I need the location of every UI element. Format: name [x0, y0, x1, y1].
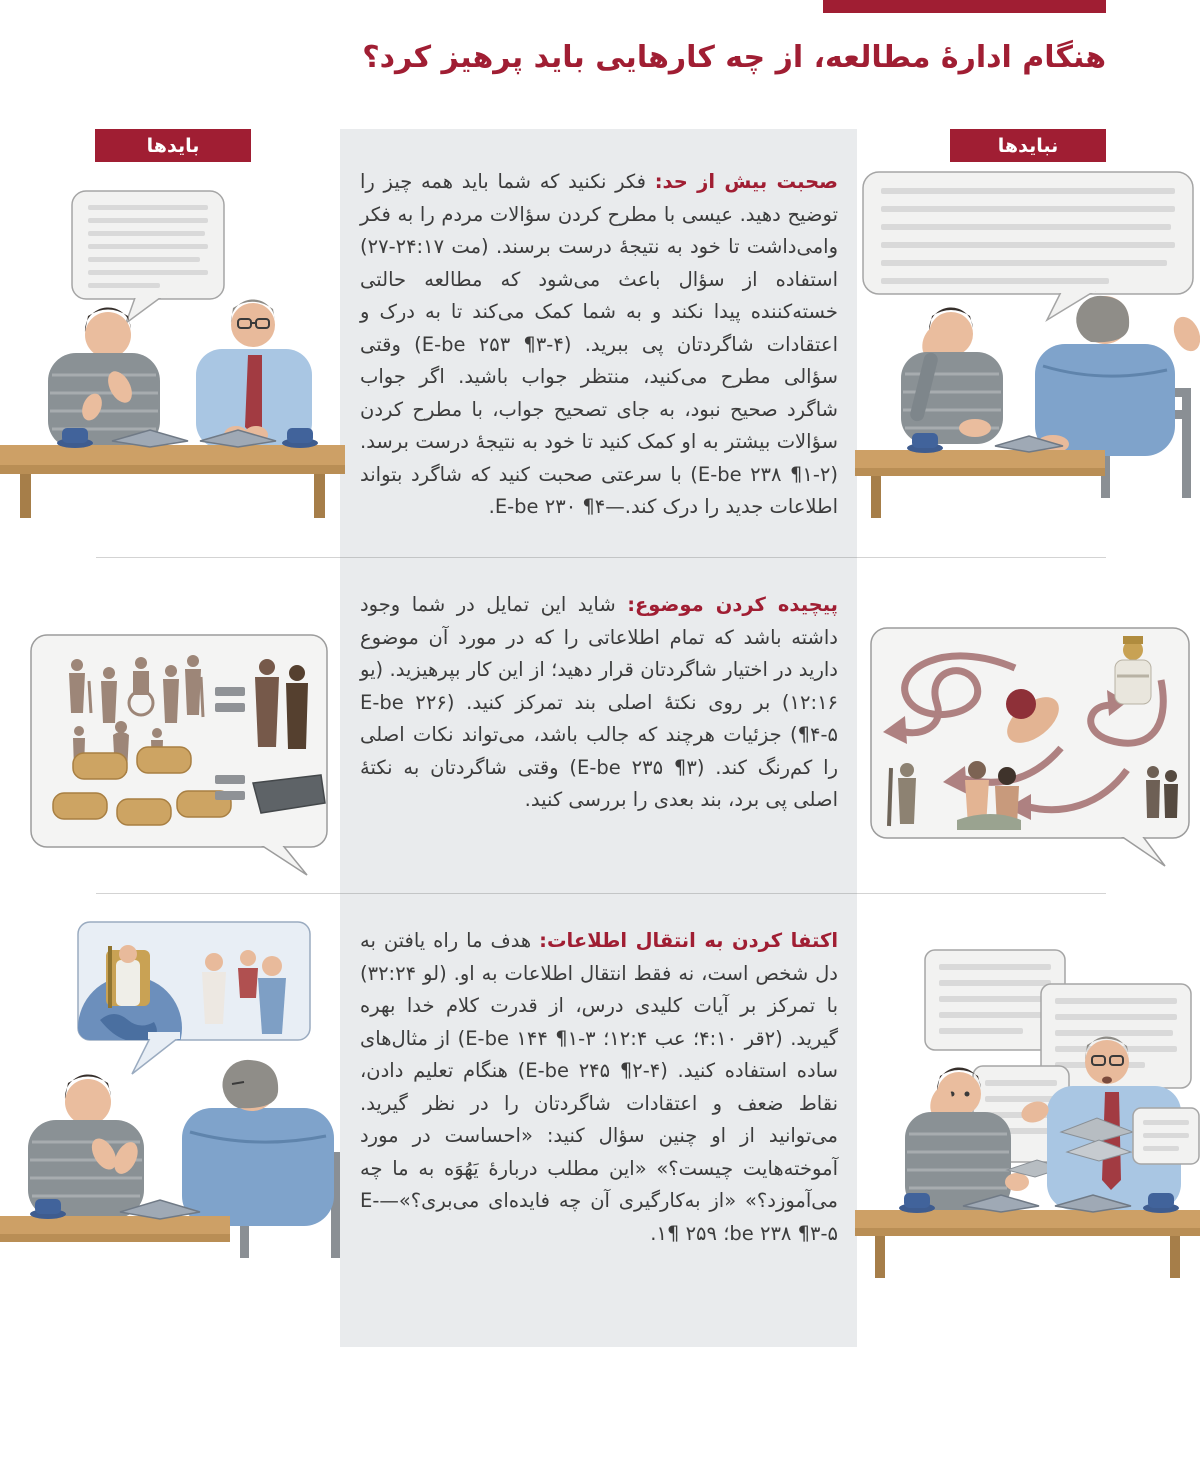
section-lead: پیچیده کردن موضوع: [627, 593, 838, 616]
illustration-do-simple-comparisons [25, 625, 335, 877]
donts-header-badge: نبایدها [950, 129, 1106, 162]
student-figure [28, 1074, 144, 1218]
illustration-do-conversation [0, 183, 345, 533]
dos-header-badge: بایدها [95, 129, 251, 162]
speech-bubble-icon [72, 191, 224, 323]
section-merely-conveying-information [360, 925, 838, 1250]
illustration-dont-complicated [865, 620, 1195, 868]
thought-bubble-kingdom-icon [78, 922, 310, 1080]
page-title: هنگام ادارهٔ مطالعه، از چه کارهایی باید پرهیز کرد؟ [362, 40, 1106, 75]
section-body: شاید این تمایل در شما وجود داشته باشد که تمام اطلاعاتی را که در مورد آن موضوع دارید در اختیار شاگردتان قرار دهید؛ از این کار بپرهیزید. (یو ۱۲:۱۶) بر روی نکتهٔ اصلی بند تمرکز کنید. (E-be ۲۲۶ ¶۴-۵) جزئیات هرچند که جالب باشد، می‌تواند نکات اصلی را کم‌رنگ کند. (E-be ۲۳۵ ¶۳) وقتی شاگردتان به نکتهٔ اصلی پی برد، بند بعدی را بررسی کنید. [360, 593, 839, 811]
section-body: هدف ما راه یافتن به دل شخص است، نه فقط انتقال اطلاعات به او. (لو ۳۲:۲۴) با تمرکز بر آیات کلیدی درس، از قدرت کلام خدا بهره گیرید. (۲قر ۴:۱۰؛ عب ۱۲:۴؛ E-be ۱۴۴ ¶۱-۳) از مثال‌های ساده استفاده کنید. (E-be ۲۴۵ ¶۲-۴) هنگام تعلیم دادن، نقاط ضعف و اعتقادات شاگردتان را در نظر گیرید. می‌توانید از او چنین سؤال کنید: «احساست در مورد آموخته‌هایت چیست؟» «این مطلب دربارهٔ یَهُوَه به ما چه می‌آموزد؟» «از به‌کارگیری آن چه فایده‌ای می‌بری؟»—E-be ۲۳۸ ¶۳-۵؛ ۲۵۹ ¶۱. [360, 929, 838, 1245]
student-figure [48, 307, 160, 449]
study-table [855, 1193, 1200, 1278]
speech-bubble-icon [1133, 1108, 1199, 1164]
section-divider-2 [96, 893, 1106, 894]
section-lead: صحبت بیش از حد: [654, 170, 839, 193]
bored-student-figure [901, 307, 1003, 444]
top-accent-bar [823, 0, 1106, 13]
section-body: فکر نکنید که شما باید همه چیز را توضیح دهید. عیسی با مطرح کردن سؤالات مردم را به فکر وامی‌داشت تا خود به نتیجهٔ درست برسند. (مت ۲۴:۱۷-۲۷) استفاده از سؤال باعث می‌شود که مطالعه حالتی خسته‌کننده پیدا نکند و به شما کمک می‌کند تا به درک و اعتقادات شاگردتان پی ببرید. (E-be ۲۵۳ ¶۳-۴) وقتی سؤالی مطرح می‌کنید، منتظر جواب باشید. اگر جواب شاگرد صحیح نبود، به جای تصحیح جواب، با مطرح کردن سؤالات بیشتر به او کمک کنید تا خود به نتیجهٔ درست برسد. (E-be ۲۳۸ ¶۱-۲) با سرعتی صحبت کنید که شاگرد بتواند اطلاعات جدید را درک کند.—E-be ۲۳۰ ¶۴. [360, 170, 838, 518]
study-table [0, 428, 345, 518]
teacher-figure [196, 299, 312, 449]
talking-teacher-back-figure [1035, 296, 1200, 456]
illustration-dont-talking-too-much [855, 166, 1200, 530]
section-talking-too-much [360, 166, 838, 524]
speech-bubble-icon [863, 172, 1193, 320]
section-complicating-subject [360, 589, 838, 817]
teacher-back-figure [182, 1060, 334, 1226]
illustration-dont-information-overload [855, 946, 1200, 1291]
section-divider-1 [96, 557, 1106, 558]
section-lead: اکتفا کردن به انتقال اطلاعات: [539, 929, 839, 952]
illustration-do-reach-heart [0, 916, 345, 1261]
